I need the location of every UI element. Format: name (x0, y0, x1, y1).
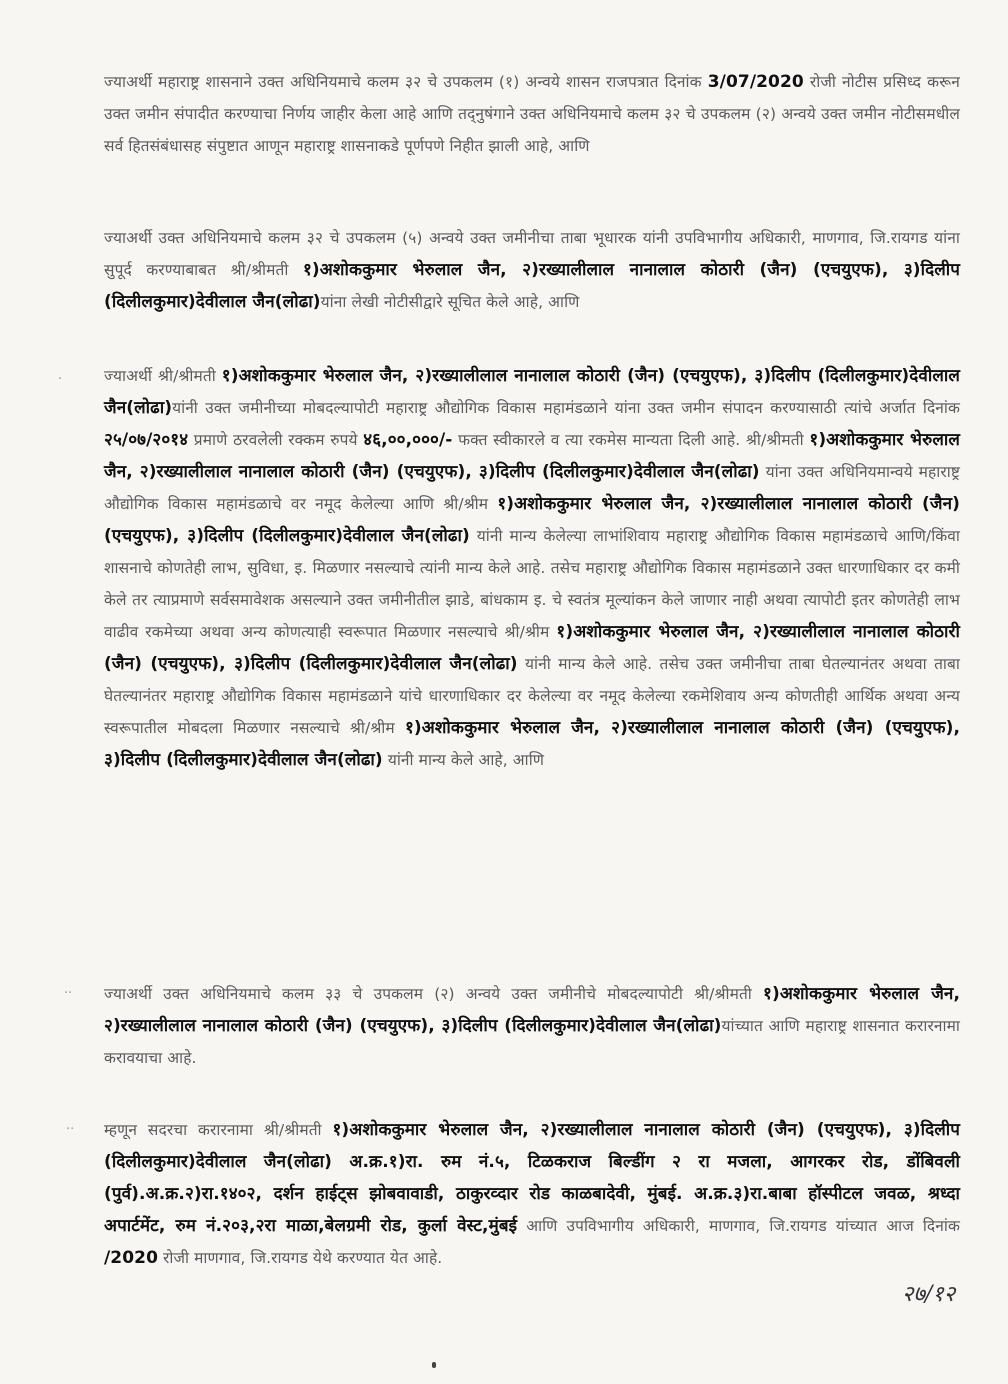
text-run: फक्त स्वीकारले व त्या रकमेस मान्यता दिली आहे. श्री/श्रीमती (452, 431, 810, 449)
bold-run: १)अशोककुमार भेरुलाल जैन, २)रख्यालीलाल नानालाल कोठारी (जैन) (एचयुएफ), ३)दिलीप (दिलीलकुमार)देवीलाल जैन(लोढा) (104, 366, 960, 418)
bold-run: १)अशोककुमार भेरुलाल जैन, २)रख्यालीलाल नानालाल कोठारी (जैन) (एचयुएफ), ३)दिलीप (दिलीलकुमार)देवीलाल जैन(लोढा) (104, 260, 960, 312)
paragraph-text (104, 978, 960, 1074)
text-run: म्हणून सदरचा करारनामा श्री/श्रीमती (104, 1121, 333, 1139)
text-run: यांच्यात आणि महाराष्ट्र शासनात करारनामा करावयाचा आहे. (104, 1017, 960, 1067)
text-run: आणि उपविभागीय अधिकारी, माणगाव, जि.रायगड यांच्यात आज दिनांक (517, 1217, 960, 1235)
bold-run: २५/०७/२०१४ (104, 430, 189, 450)
paragraph-5 (104, 1114, 960, 1274)
text-run: ज्याअर्थी महाराष्ट्र शासनाने उक्त अधिनियमाचे कलम ३२ चे उपकलम (१) अन्वये शासन राजपत्रात दिनांक (104, 73, 708, 91)
paragraph-text (104, 222, 960, 318)
bold-run: १)अशोककुमार भेरुलाल जैन, २)रख्यालीलाल नानालाल कोठारी (जैन) (एचयुएफ), ३)दिलीप (दिलीलकुमार)देवीलाल जैन(लोढा) अ.क्र.१)रा. रुम नं.५, टिळकराज बिल्डींग २ रा मजला, आगरकर रोड, डोंबिवली (पुर्व).अ.क्र.२)रा.१४०२, दर्शन हाईट्स झोबवावाडी, ठाकुरव्दार रोड काळबादेवी, मुंबई. अ.क्र.३)रा.बाबा हॉस्पीटल जवळ, श्रध्दा अपार्टमेंट, रुम नं.२०३,२रा माळा,बेलग्रमी रोड, कुर्ला वेस्ट,मुंबई (104, 1120, 960, 1236)
bold-run: १)अशोककुमार भेरुलाल जैन, २)रख्यालीलाल नानालाल कोठारी (जैन) (एचयुएफ), ३)दिलीप (दिलीलकुमार)देवीलाल जैन(लोढा) (104, 718, 960, 770)
bold-run: 3/07/2020 (707, 72, 804, 92)
text-run: ज्याअर्थी श्री/श्रीमती (104, 367, 222, 385)
text-run: ज्याअर्थी उक्त अधिनियमाचे कलम ३२ चे उपकलम (५) अन्वये उक्त जमीनीचा ताबा भूधारक यांनी उपविभागीय अधिकारी, माणगाव, जि.रायगड यांना सुपूर्द करण्याबाबत श्री/श्रीमती (104, 229, 960, 279)
text-run: यांना लेखी नोटीसीद्वारे सूचित केले आहे, आणि (320, 293, 580, 311)
margin-mark: ·· (66, 1122, 75, 1137)
bold-run: ४६,००,०००/- (363, 430, 453, 450)
paragraph-4 (104, 978, 960, 1074)
margin-mark: · (58, 372, 63, 387)
bold-run: १)अशोककुमार भेरुलाल जैन, २)रख्यालीलाल नानालाल कोठारी (जैन) (एचयुएफ), ३)दिलीप (दिलीलकुमार)देवीलाल जैन(लोढा) (104, 622, 960, 674)
bold-run: /2020 (104, 1248, 159, 1268)
text-run: यांनी मान्य केले आहे. तसेच उक्त जमीनीचा ताबा घेतल्यानंतर अथवा ताबा घेतल्यानंतर महाराष्ट्र औद्योगिक विकास महामंडळाने यांचे धारणाधिकार दर केलेल्या वर नमूद केलेल्या रकमेशिवाय अन्य कोणतीही आर्थिक अथवा अन्य स्वरूपातील मोबदला मिळणार नसल्याचे श्री/श्रीम (104, 655, 960, 737)
handwritten-date: २७/१२ (902, 1282, 956, 1307)
paragraph-text (104, 360, 960, 776)
text-run: यांना उक्त अधिनियमान्वये महाराष्ट्र औद्योगिक विकास महामंडळाचे वर नमूद केलेल्या आणि श्री/श्रीम (104, 463, 960, 513)
margin-mark: ·· (64, 986, 73, 1001)
page-dot (432, 1362, 436, 1368)
text-run: प्रमाणे ठरवलेली रक्कम रुपये (188, 431, 364, 449)
bold-run: १)अशोककुमार भेरुलाल जैन, २)रख्यालीलाल नानालाल कोठारी (जैन) (एचयुएफ), ३)दिलीप (दिलीलकुमार)देवीलाल जैन(लोढा) (104, 430, 960, 482)
text-run: रोजी नोटीस प्रसिध्द करून उक्त जमीन संपादीत करण्याचा निर्णय जाहीर केला आहे आणि तद्‌नुषंगाने उक्त अधिनियमाचे कलम ३२ चे उपकलम (२) अन्वये उक्त जमीन नोटीसमधील सर्व हितसंबंधासह संपुष्टात आणून महाराष्ट्र शासनाकडे पूर्णपणे निहीत झाली आहे, आणि (104, 73, 960, 155)
paragraph-text (104, 1114, 960, 1274)
text-run: यांनी मान्य केलेल्या लाभांशिवाय महाराष्ट्र औद्योगिक विकास महामंडळाचे आणि/किंवा शासनाचे कोणतेही लाभ, सुविधा, इ. मिळणार नसल्याचे त्यांनी मान्य केले आहे. तसेच महाराष्ट्र औद्योगिक विकास महामंडळाने उक्त धारणाधिकार दर कमी केले तर त्याप्रमाणे सर्वसमावेशक असल्याने उक्त जमीनीतील झाडे, बांधकाम इ. चे स्वतंत्र मूल्यांकन केले जाणार नाही अथवा त्यापोटी इतर कोणतेही लाभ वाढीव रकमेच्या अथवा अन्य कोणत्याही स्वरूपात मिळणार नसल्याचे श्री/श्रीम (104, 527, 960, 641)
paragraph-1 (104, 66, 960, 162)
paragraph-2 (104, 222, 960, 318)
text-run: रोजी माणगाव, जि.रायगड येथे करण्यात येत आहे. (158, 1249, 443, 1267)
text-run: यांनी मान्य केले आहे, आणि (382, 751, 545, 769)
bold-run: १)अशोककुमार भेरुलाल जैन, २)रख्यालीलाल नानालाल कोठारी (जैन) (एचयुएफ), ३)दिलीप (दिलीलकुमार)देवीलाल जैन(लोढा) (104, 984, 960, 1036)
text-run: यांनी उक्त जमीनीच्या मोबदल्यापोटी महाराष्ट्र औद्योगिक विकास महामंडळाने यांना उक्त जमीन संपादन करण्यासाठी त्यांचे अर्जात दिनांक (172, 399, 960, 417)
paragraph-3 (104, 360, 960, 776)
text-run: ज्याअर्थी उक्त अधिनियमाचे कलम ३३ चे उपकलम (२) अन्वये उक्त जमीनीचे मोबदल्यापोटी श्री/श्रीमती (104, 985, 764, 1003)
paragraph-text (104, 66, 960, 162)
bold-run: १)अशोककुमार भेरुलाल जैन, २)रख्यालीलाल नानालाल कोठारी (जैन) (एचयुएफ), ३)दिलीप (दिलीलकुमार)देवीलाल जैन(लोढा) (104, 494, 960, 546)
